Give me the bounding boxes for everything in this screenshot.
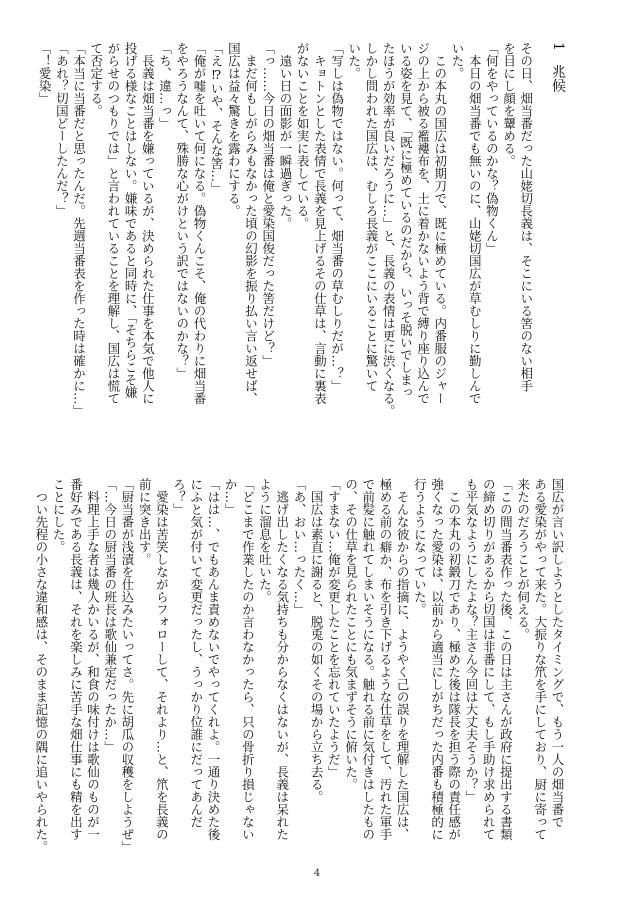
text-line: で前髪に触れてしまいそうになる。触れる前に気付きはしたもの xyxy=(360,478,376,841)
text-line: つい先程の小さな違和感は、そのまま記憶の隅に追いやられた。 xyxy=(33,478,49,853)
text-line: その日、畑当番だった山姥切長義は、そこにいる筈のない相手 xyxy=(518,42,534,392)
text-line: 行うようになっていた。 xyxy=(412,478,428,616)
text-line: 「あ、おい…ったく…」 xyxy=(291,478,307,616)
text-line: 「この間当番表作った後、この日は主さんが政府に提出する書類 xyxy=(498,478,514,841)
text-line: 「ち、違…っ」 xyxy=(157,42,173,130)
text-line: 本日の畑当番でも無いのに、山姥切国広が草むしりに勤しんで xyxy=(467,42,483,405)
text-line: 投げる様なことはしない。嫌味であると同時に、「そちらこそ嫌 xyxy=(123,42,139,399)
text-line: 「本当に当番だと思ったんだ。先週当番表を作った時は確かに…」 xyxy=(71,42,87,417)
text-line: 極める前の癖か、布を引き下げるような仕草をして、汚れた軍手 xyxy=(377,478,393,841)
text-line: 「すまない…俺が変更したことを忘れていたようだ」 xyxy=(326,478,342,778)
text-line: いた。 xyxy=(346,42,362,80)
text-line: がらせのつもりでは」と言われていることを理解し、国広は慌て xyxy=(105,42,121,405)
text-line: 国広が言い訳しようとしたタイミングで、もう一人の畑当番で xyxy=(550,478,565,828)
text-line: この本丸の初鍛刀であり、極めた後は隊長を担う際の責任感が xyxy=(446,478,462,841)
text-line: この本丸の国広は初期刀で、既に極めている。内番服のジャー xyxy=(432,42,448,405)
text-line: 強くなった愛染は、以前から適当にしがちだった内番も積極的に xyxy=(429,478,445,841)
text-line: 「俺が嘘を吐いて何になる。偽物くんこそ、俺の代わりに畑当番 xyxy=(191,42,207,405)
text-line: も平気なようにしたよな？主さん今回は大丈夫そうか？」 xyxy=(463,478,479,803)
text-line: 「はは…、でもあんま責めないでやってくれよ。一通り決めた後 xyxy=(205,478,221,841)
text-line: の締め切りがあるから切国は非番にして、もし手助け求められて xyxy=(481,478,497,841)
text-line: キョトンとした表情で長義を見上げるその仕草は、言動に裏表 xyxy=(312,42,328,405)
text-line: 国広は素直に謝ると、脱兎の如くその場から立ち去る。 xyxy=(309,478,325,803)
text-line: ある愛染がやって来た。大振りな笊を手にしており、厨に寄って xyxy=(532,478,548,841)
text-line: 「厨当番が浅漬を仕込みたいってさ。先に胡瓜の収穫をしようぜ」 xyxy=(119,478,135,853)
text-line: にふと気が付いて変更だったし、うっかり位誰にだってあんだ xyxy=(188,478,204,828)
text-line: 来たのだろうことが伺える。 xyxy=(515,478,531,641)
text-line: をやろうなんて、殊勝な心がけという訳ではないのかな？」 xyxy=(174,42,190,380)
text-line: 前に突き出す。 xyxy=(137,478,153,566)
text-line: 「え⁉いや、そんな筈…」 xyxy=(209,42,225,195)
text-line: 「何をやっているのかな？偽物くん」 xyxy=(484,42,500,255)
text-line: 番好みである長義は、それを楽しみに苦手な畑仕事にも精を出す xyxy=(68,478,84,841)
text-line: 「あれ？切国どーしたんだ？」 xyxy=(54,42,70,217)
text-line: 「っ……今日の畑当番は俺と愛染国俊だった筈だけど？」 xyxy=(260,42,276,367)
text-line: 逃げ出したくなる気持ちも分からなくはないが、長義は呆れた xyxy=(274,478,290,841)
text-line: 愛染は苦笑しながらフォローして、それより…と、笊を長義の xyxy=(154,478,170,841)
text-line: がないことを如実に表している。 xyxy=(295,42,311,230)
text-line: 「…今日の厨当番の班長は歌仙兼定だったか…」 xyxy=(102,478,118,753)
text-line: ように溜息を吐いた。 xyxy=(257,478,273,603)
text-line: ジの上から被る襤褸布を、土に着かないよう背で縛り座り込んで xyxy=(415,42,431,405)
text-line: 「！愛染」 xyxy=(37,42,53,105)
text-line: まだ何もしがらみもなかった頃の幻影を振り払い言い返せば、 xyxy=(243,42,259,405)
text-line: ろ？」 xyxy=(171,478,187,516)
text-line: 「どこまで作業したのか言わなかったら、只の骨折り損じゃない xyxy=(240,478,256,841)
text-line: 遠い日の面影が一瞬過ぎった。 xyxy=(277,42,293,230)
text-line: を目にし顔を顰める。 xyxy=(501,42,517,167)
text-line: て否定する。 xyxy=(88,42,104,117)
page-number: 4 xyxy=(313,868,321,879)
text-line: か…」 xyxy=(223,478,239,516)
text-line: たほうが効率が良いだろうに…」と、長義の表情は更に渋くなる。 xyxy=(381,42,397,417)
text-line: の、その仕草を見られたことにも気まずそうに俯いた。 xyxy=(343,478,359,791)
text-line: 「写しは偽物ではない。何って、畑当番の草むしりだが…？」 xyxy=(329,42,345,392)
chapter-heading: 1 兆候 xyxy=(550,42,566,93)
lower-text-tier xyxy=(33,478,566,853)
text-line: 長義は畑当番を嫌っているが、決められた仕事を本気で他人に xyxy=(140,42,156,405)
text-line: そんな彼からの指摘に、ようやく己の誤りを理解した国広は、 xyxy=(395,478,411,841)
upper-text-tier xyxy=(37,42,566,432)
text-line: ことにした。 xyxy=(51,478,67,553)
text-line: いる姿を見て、「既に極めているのだから、いっそ脱いでしまっ xyxy=(398,42,414,399)
text-line: 国広は益々驚きを露わにする。 xyxy=(226,42,242,217)
text-line: 料理上手な者は幾人かいるが、和食の味付けは歌仙のものが一 xyxy=(85,478,101,841)
text-line: しかし問われた国広は、むしろ長義がここにいることに驚いて xyxy=(363,42,379,392)
text-line: いた。 xyxy=(449,42,465,80)
